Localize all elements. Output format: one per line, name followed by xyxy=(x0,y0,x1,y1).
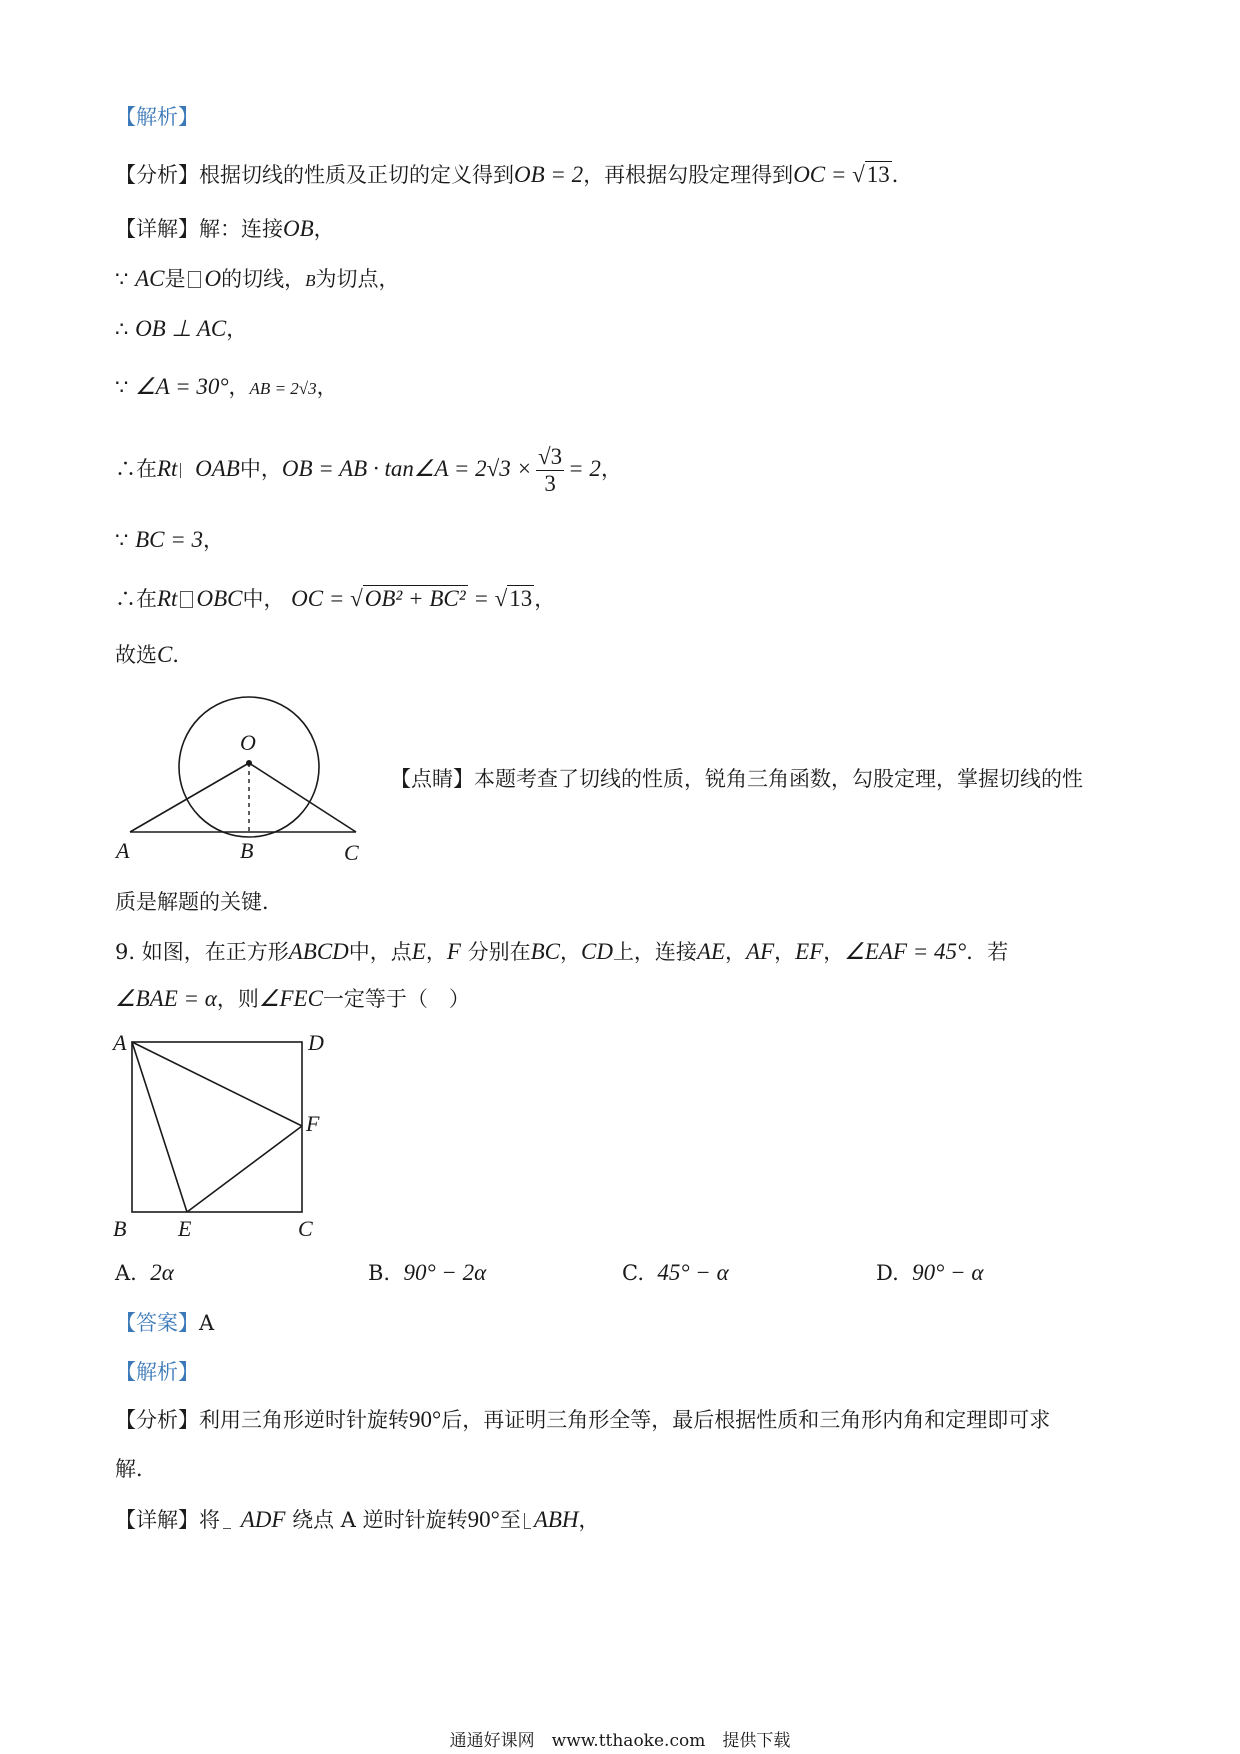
fraction-denominator: 3 xyxy=(544,471,556,496)
math-expr: B xyxy=(305,271,316,290)
question-text: ．若 xyxy=(966,940,1009,964)
option-value: 90° − α xyxy=(912,1260,984,1285)
question-9-line-2 xyxy=(115,984,470,1014)
proof-line xyxy=(115,264,399,296)
line-oa xyxy=(130,763,249,832)
remark-text: 本题考查了切线的性质，锐角三角函数，勾股定理，掌握切线的性 xyxy=(474,767,1083,791)
math-expr: Rt xyxy=(157,586,178,611)
detail-tag: 【详解】 xyxy=(115,1508,199,1532)
math-expr: OB = 2 xyxy=(514,162,584,187)
square-abcd xyxy=(132,1042,302,1212)
label-o: O xyxy=(240,730,256,755)
section-heading-jiexi: 【解析】 xyxy=(115,1360,199,1384)
option-value: 90° − 2α xyxy=(403,1260,487,1285)
because-symbol: ∵ xyxy=(115,375,129,399)
option-d[interactable] xyxy=(876,1258,983,1288)
question-text: 上，连接 xyxy=(612,940,697,964)
sqrt-sign: √ xyxy=(852,162,865,187)
math-expr: ∠A = 30° xyxy=(135,374,229,399)
math-expr: E xyxy=(411,939,426,964)
math-expr: ∠FEC xyxy=(258,986,323,1011)
math-expr: ABH xyxy=(533,1507,579,1532)
math-expr: ADF xyxy=(240,1507,286,1532)
proof-line: ∴ OB ⊥ AC， xyxy=(115,316,248,341)
question-text: 一定等于（ ） xyxy=(322,987,470,1011)
answer-tag: 【答案】 xyxy=(115,1311,199,1335)
question-text: ，则 xyxy=(216,987,259,1011)
square-figure xyxy=(110,1022,350,1242)
label-b: B xyxy=(240,838,254,863)
label-a: A xyxy=(116,838,130,863)
proof-text: 是 xyxy=(164,267,186,291)
sqrt-sign: √ xyxy=(350,586,363,611)
triangle-symbol-placeholder xyxy=(524,1513,531,1529)
detail-line xyxy=(115,1505,600,1535)
analysis-text: 根据切线的性质及正切的定义得到 xyxy=(199,163,514,187)
analysis-text: 利用三角形逆时针旋转 xyxy=(199,1408,409,1432)
math-expr: OAB xyxy=(195,456,240,481)
math-expr: BC xyxy=(530,939,560,964)
math-expr: OBC xyxy=(196,586,243,611)
remark-tag: 【点睛】 xyxy=(390,767,474,791)
answer-value: A xyxy=(199,1311,215,1335)
label-c: C xyxy=(344,840,359,865)
triangle-symbol-placeholder xyxy=(180,463,185,478)
analysis-line: 【分析】根据切线的性质及正切的定义得到OB = 2，再根据勾股定理得到OC = √13． xyxy=(115,162,913,187)
math-expr: ABCD xyxy=(288,939,349,964)
therefore-symbol: ∴ xyxy=(115,317,129,341)
label-c: C xyxy=(298,1216,313,1241)
proof-line: ∵ BC = 3， xyxy=(115,527,224,552)
math-expr: Rt xyxy=(157,456,178,481)
option-c[interactable] xyxy=(622,1258,729,1288)
remark-line xyxy=(390,764,1083,794)
proof-line: ∴在Rt OAB中，OB = AB · tan∠A = 2√3 × $\frac{√3}{3}$ = 2， xyxy=(115,444,622,496)
line-ef xyxy=(187,1126,302,1212)
detail-text: 绕点 A 逆时针旋转 xyxy=(292,1508,468,1532)
question-text: 分别在 xyxy=(467,940,531,964)
label-a: A xyxy=(113,1030,127,1055)
point-o xyxy=(246,760,252,766)
math-expr: F xyxy=(446,939,461,964)
sqrt-sign: √ xyxy=(494,586,508,611)
option-letter: C. xyxy=(622,1261,644,1285)
math-expr: 90° xyxy=(409,1407,442,1432)
math-expr: OB = AB · tan∠A = 2√3 × xyxy=(281,456,533,481)
remark-continued: 质是解题的关键． xyxy=(115,890,283,914)
math-expr: C xyxy=(157,642,173,667)
line-ae xyxy=(132,1042,187,1212)
analysis-text: 后，再证明三角形全等，最后根据性质和三角形内角和定理即可求 xyxy=(441,1408,1051,1432)
math-expr: ∠EAF = 45° xyxy=(844,939,967,964)
fraction xyxy=(536,444,564,497)
detail-tag: 【详解】 xyxy=(115,217,199,241)
fraction-numerator: √3 xyxy=(538,444,563,469)
math-radicand: 13 xyxy=(509,586,533,611)
label-b: B xyxy=(113,1216,127,1241)
proof-text: 的切线， xyxy=(221,267,306,291)
math-radicand: 13 xyxy=(866,162,890,187)
math-expr: OC = xyxy=(291,586,351,611)
detail-text: 将 xyxy=(199,1508,220,1532)
section-heading-jiexi: 【解析】 xyxy=(115,105,199,129)
line-af xyxy=(132,1042,302,1126)
therefore-symbol: ∴在 xyxy=(115,587,157,611)
circle-symbol-placeholder xyxy=(188,271,201,288)
line-oc xyxy=(249,763,356,832)
math-expr: = 2 xyxy=(568,456,601,481)
math-expr: 90° xyxy=(467,1507,500,1532)
conclusion-line: 故选C． xyxy=(115,642,194,667)
because-symbol: ∵ xyxy=(115,267,129,291)
option-letter: D. xyxy=(876,1261,899,1285)
math-expr: O xyxy=(204,266,222,291)
math-expr: CD xyxy=(580,939,613,964)
triangle-symbol-placeholder xyxy=(180,591,193,608)
because-symbol: ∵ xyxy=(115,528,129,552)
detail-line: 【详解】解：连接OB， xyxy=(115,216,335,241)
answer-line xyxy=(115,1308,214,1338)
analysis-line xyxy=(115,1405,1050,1435)
math-expr: = xyxy=(467,586,495,611)
proof-text: 中， xyxy=(239,457,282,481)
math-expr: OC = xyxy=(793,162,853,187)
therefore-symbol: ∴在 xyxy=(115,457,157,481)
question-text: 9. 如图，在正方形 xyxy=(115,940,289,964)
analysis-tag: 【分析】 xyxy=(115,163,199,187)
detail-text: 至 xyxy=(499,1508,521,1532)
math-expr: AC xyxy=(135,266,165,291)
math-expr: AE xyxy=(696,939,726,964)
option-value: 2α xyxy=(150,1260,174,1285)
math-expr: AB = 2√3 xyxy=(249,379,317,398)
footer-watermark: 通通好课网 www.tthaoke.com 提供下载 xyxy=(449,1731,791,1751)
proof-line: ∵ ∠A = 30°，AB = 2√3， xyxy=(115,374,338,399)
math-expr: BC = 3 xyxy=(135,527,203,552)
proof-text: 中， xyxy=(242,587,285,611)
option-a[interactable] xyxy=(115,1258,174,1288)
option-b[interactable] xyxy=(368,1258,486,1288)
question-text: 中，点 xyxy=(348,940,412,964)
proof-line: ∴在Rt OBC中， OC = √OB² + BC² = √13， xyxy=(115,586,556,611)
math-expr: OB xyxy=(283,216,314,241)
conclusion-text: 故选 xyxy=(115,643,157,667)
analysis-text: ，再根据勾股定理得到 xyxy=(583,163,794,187)
option-letter: B. xyxy=(368,1261,391,1285)
triangle-symbol-placeholder xyxy=(223,1526,231,1529)
math-radicand: OB² + BC² xyxy=(364,586,466,611)
analysis-tag: 【分析】 xyxy=(115,1408,199,1432)
option-value: 45° − α xyxy=(657,1260,729,1285)
label-e: E xyxy=(178,1216,192,1241)
math-expr: EF xyxy=(795,939,824,964)
math-expr: AF xyxy=(746,939,775,964)
detail-text: 解：连接 xyxy=(199,217,283,241)
question-9-line-1: 9. 如图，在正方形ABCD中，点E，F 分别在BC，CD上，连接AE，AF，EF，∠EAF = 45°．若 xyxy=(115,939,1009,964)
circle-tangent-figure xyxy=(110,690,380,870)
label-d: D xyxy=(308,1030,324,1055)
math-expr: ∠BAE = α xyxy=(115,986,217,1011)
math-expr: OB ⊥ AC xyxy=(135,316,227,341)
analysis-continued: 解． xyxy=(115,1457,157,1481)
label-f: F xyxy=(306,1111,320,1136)
detail-text: ， xyxy=(578,1508,600,1532)
proof-text: 为切点， xyxy=(315,267,400,291)
option-letter: A. xyxy=(115,1261,137,1285)
